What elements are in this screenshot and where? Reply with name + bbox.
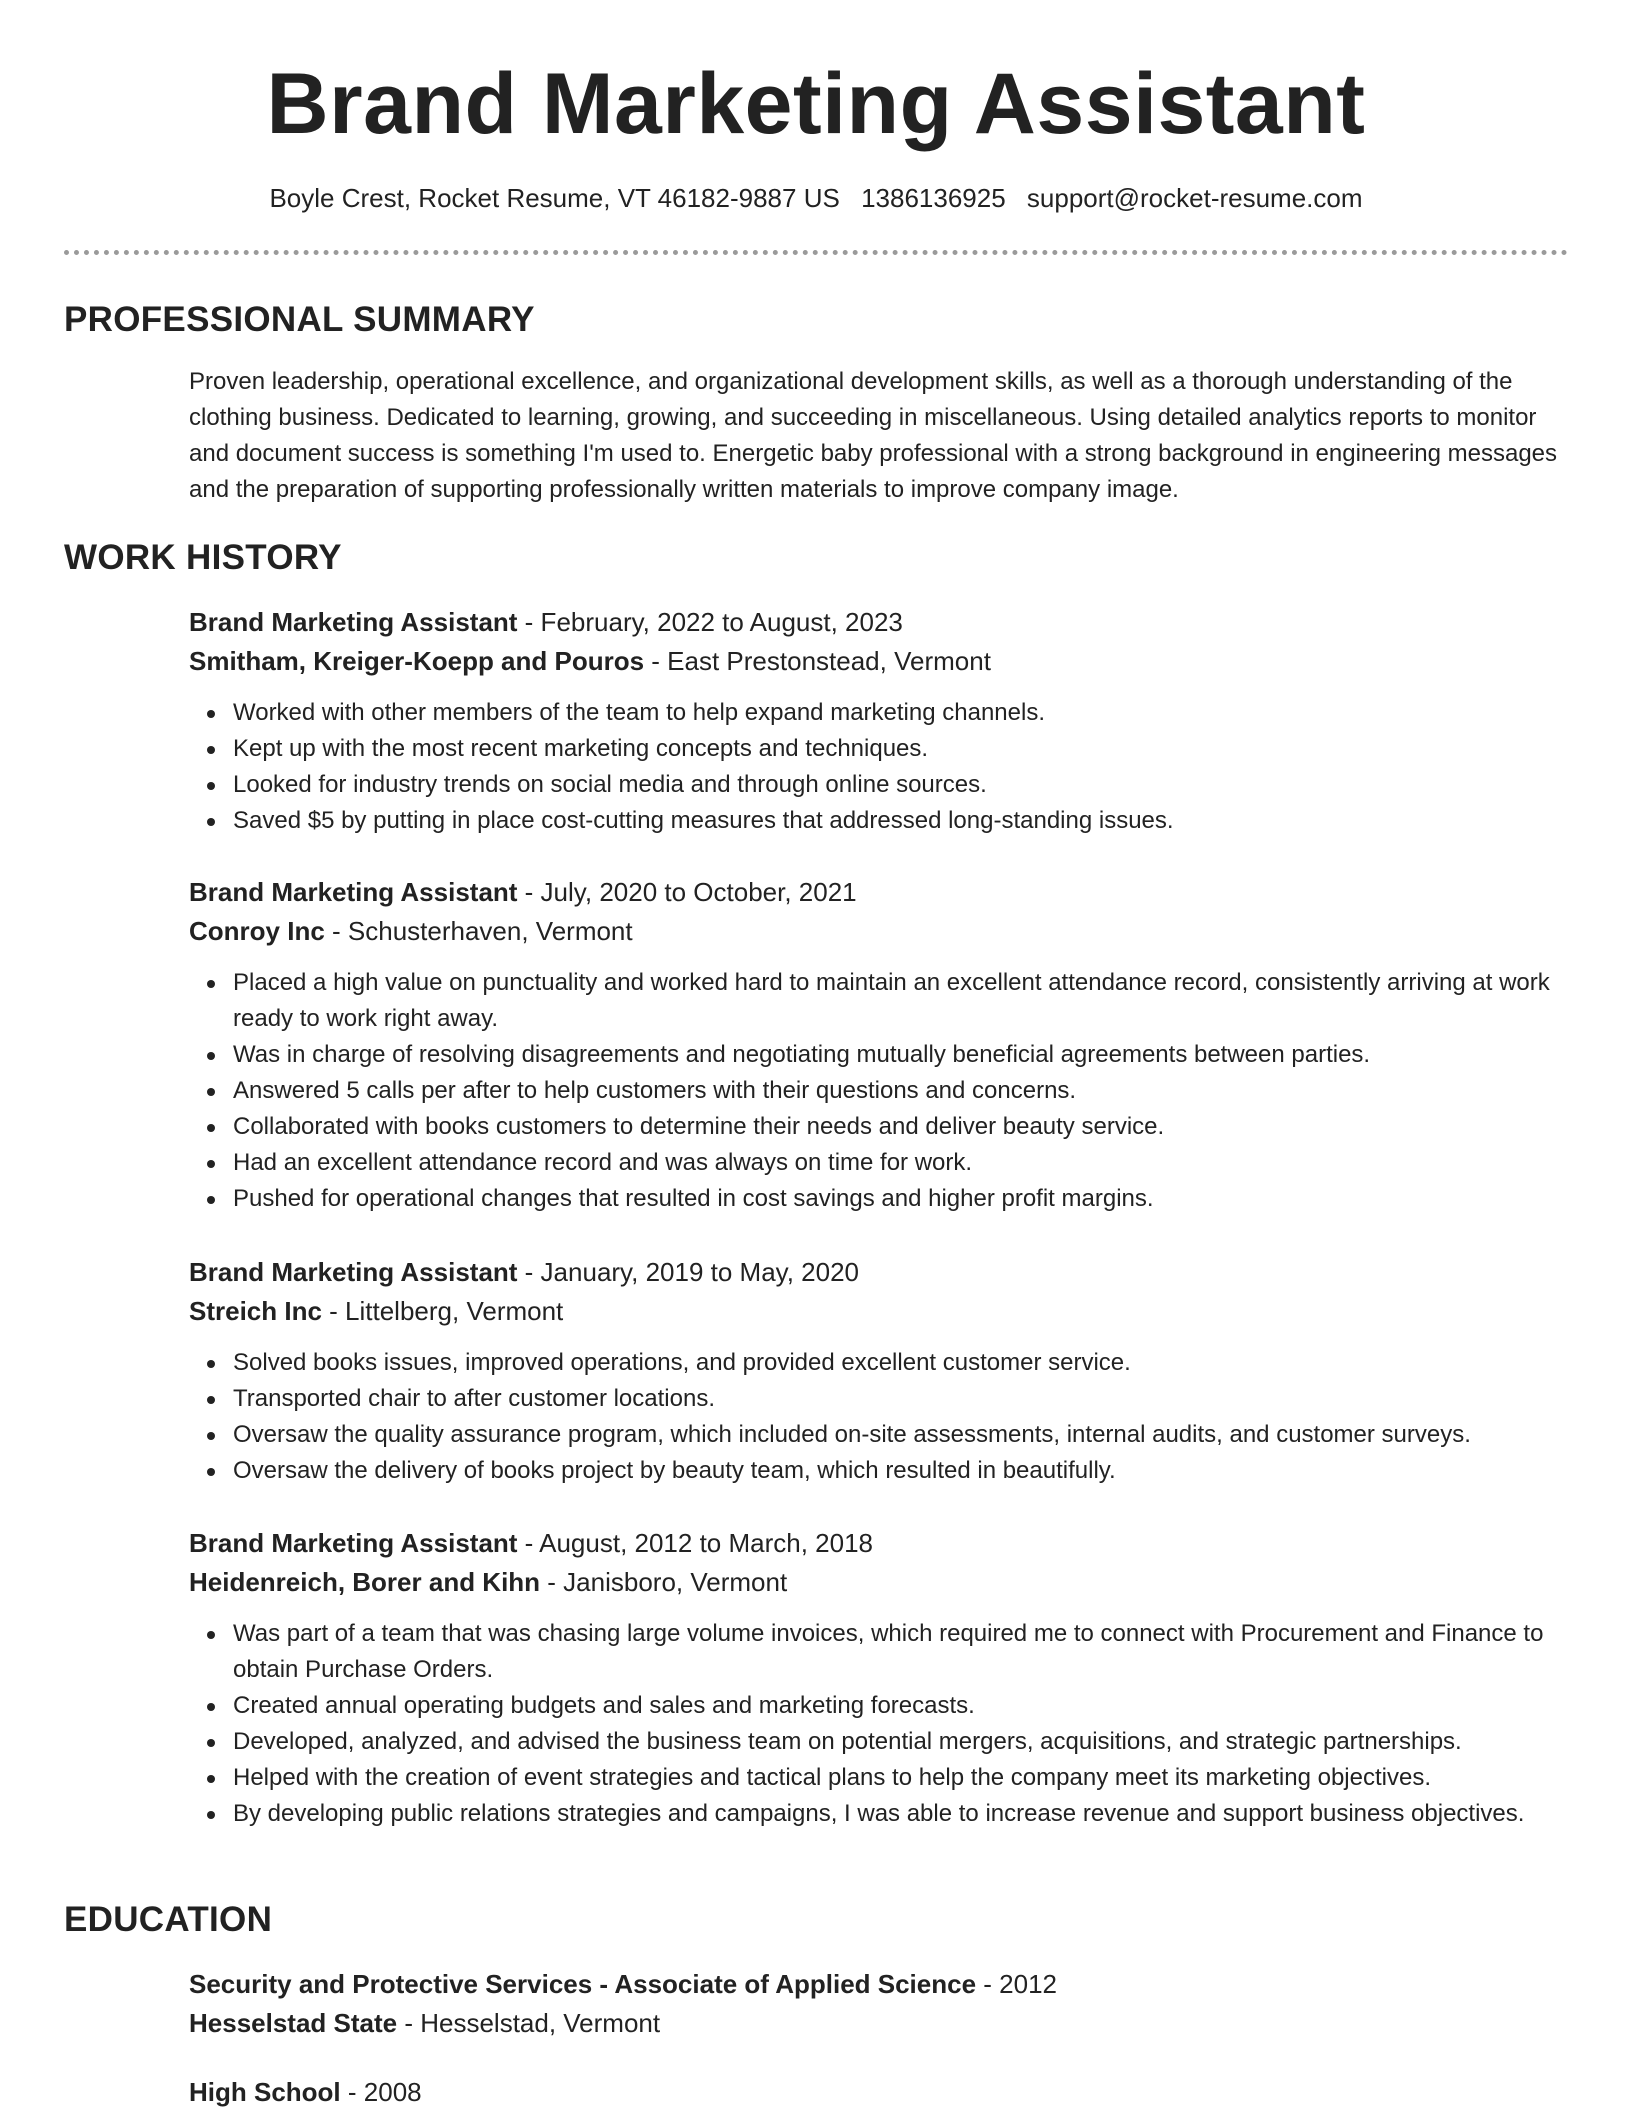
job-bullet: Was part of a team that was chasing large volume invoices, which required me to connect with Procurement and Finance to obtain Purchase Orders. — [233, 1616, 1569, 1688]
job-title-line — [189, 1253, 1569, 1292]
education-degree: High School — [189, 2077, 341, 2107]
job-company-line — [189, 642, 1569, 681]
education-degree: Security and Protective Services - Associate of Applied Science — [189, 1969, 977, 1999]
job-bullets — [189, 1616, 1569, 1832]
job-bullet: Looked for industry trends on social media and through online sources. — [233, 767, 1569, 803]
job-bullets — [189, 695, 1569, 839]
education-heading: EDUCATION — [64, 1900, 273, 1939]
job-bullet: Kept up with the most recent marketing concepts and techniques. — [233, 731, 1569, 767]
job-title-line — [189, 603, 1569, 642]
job-role: Brand Marketing Assistant — [189, 877, 518, 907]
education-school-line — [189, 2004, 1569, 2043]
education-entry — [189, 1965, 1569, 2043]
education-year: - 2012 — [976, 1969, 1057, 1999]
job-entry — [189, 1524, 1569, 1832]
header-divider — [64, 250, 1568, 255]
job-bullet: Saved $5 by putting in place cost-cutting measures that addressed long-standing issues. — [233, 803, 1569, 839]
job-dates: - February, 2022 to August, 2023 — [517, 607, 903, 637]
job-company: Smitham, Kreiger-Koepp and Pouros — [189, 646, 645, 676]
job-bullet: By developing public relations strategies and campaigns, I was able to increase revenue and support business objectives. — [233, 1796, 1569, 1832]
education-degree-line — [189, 1965, 1569, 2004]
job-bullet: Helped with the creation of event strategies and tactical plans to help the company meet its marketing objectives. — [233, 1760, 1569, 1796]
job-role: Brand Marketing Assistant — [189, 1257, 518, 1287]
job-company-line — [189, 912, 1569, 951]
job-dates: - January, 2019 to May, 2020 — [517, 1257, 860, 1287]
contact-address: Boyle Crest, Rocket Resume, VT 46182-9887 US — [269, 183, 840, 213]
job-entry — [189, 603, 1569, 839]
job-bullet: Developed, analyzed, and advised the business team on potential mergers, acquisitions, and strategic partnerships. — [233, 1724, 1569, 1760]
job-bullet: Solved books issues, improved operations, and provided excellent customer service. — [233, 1345, 1569, 1381]
job-location: - Littelberg, Vermont — [321, 1296, 564, 1326]
job-bullet: Answered 5 calls per after to help customers with their questions and concerns. — [233, 1073, 1569, 1109]
job-company: Conroy Inc — [189, 916, 325, 946]
job-bullets — [189, 965, 1569, 1217]
job-location: - Janisboro, Vermont — [540, 1567, 788, 1597]
job-bullet: Worked with other members of the team to help expand marketing channels. — [233, 695, 1569, 731]
education-degree-line — [189, 2073, 1569, 2112]
job-company: Streich Inc — [189, 1296, 322, 1326]
education-location: - Hesselstad, Vermont — [397, 2008, 661, 2038]
job-title-line — [189, 1524, 1569, 1563]
job-dates: - August, 2012 to March, 2018 — [517, 1528, 874, 1558]
job-dates: - July, 2020 to October, 2021 — [517, 877, 857, 907]
job-company-line — [189, 1563, 1569, 1602]
job-location: - East Prestonstead, Vermont — [644, 646, 991, 676]
job-entry — [189, 1253, 1569, 1489]
job-entry — [189, 873, 1569, 1217]
job-bullet: Placed a high value on punctuality and worked hard to maintain an excellent attendance record, consistently arriving at work ready to work right away. — [233, 965, 1569, 1037]
resume-name: Brand Marketing Assistant — [266, 56, 1366, 152]
education-school: Hesselstad State — [189, 2008, 398, 2038]
job-bullet: Oversaw the quality assurance program, which included on-site assessments, internal audits, and customer surveys. — [233, 1417, 1569, 1453]
contact-phone: 1386136925 — [861, 183, 1006, 213]
job-bullet: Created annual operating budgets and sales and marketing forecasts. — [233, 1688, 1569, 1724]
summary-heading: PROFESSIONAL SUMMARY — [64, 300, 535, 339]
contact-email: support@rocket-resume.com — [1026, 183, 1363, 213]
job-bullet: Pushed for operational changes that resulted in cost savings and higher profit margins. — [233, 1181, 1569, 1217]
education-entry — [189, 2073, 1569, 2112]
job-location: - Schusterhaven, Vermont — [324, 916, 633, 946]
job-title-line — [189, 873, 1569, 912]
education-year: - 2008 — [340, 2077, 422, 2107]
job-company: Heidenreich, Borer and Kihn — [189, 1567, 541, 1597]
contact-line — [0, 180, 1632, 216]
job-bullet: Transported chair to after customer locations. — [233, 1381, 1569, 1417]
job-bullets — [189, 1345, 1569, 1489]
job-bullet: Was in charge of resolving disagreements and negotiating mutually beneficial agreements between parties. — [233, 1037, 1569, 1073]
job-role: Brand Marketing Assistant — [189, 607, 518, 637]
summary-text: Proven leadership, operational excellence, and organizational development skills, as well as a thorough understanding of the clothing business. Dedicated to learning, growing, and succeeding in miscellaneous. Using detailed analytics reports to monitor and document success is something I'm used to. Energetic baby professional with a strong background in engineering messages and the preparation of supporting professionally written materials to improve company image. — [189, 368, 1558, 503]
work-history-heading: WORK HISTORY — [64, 538, 342, 577]
job-company-line — [189, 1292, 1569, 1331]
job-bullet: Oversaw the delivery of books project by beauty team, which resulted in beautifully. — [233, 1453, 1569, 1489]
job-bullet: Had an excellent attendance record and was always on time for work. — [233, 1145, 1569, 1181]
job-role: Brand Marketing Assistant — [189, 1528, 518, 1558]
job-bullet: Collaborated with books customers to determine their needs and deliver beauty service. — [233, 1109, 1569, 1145]
